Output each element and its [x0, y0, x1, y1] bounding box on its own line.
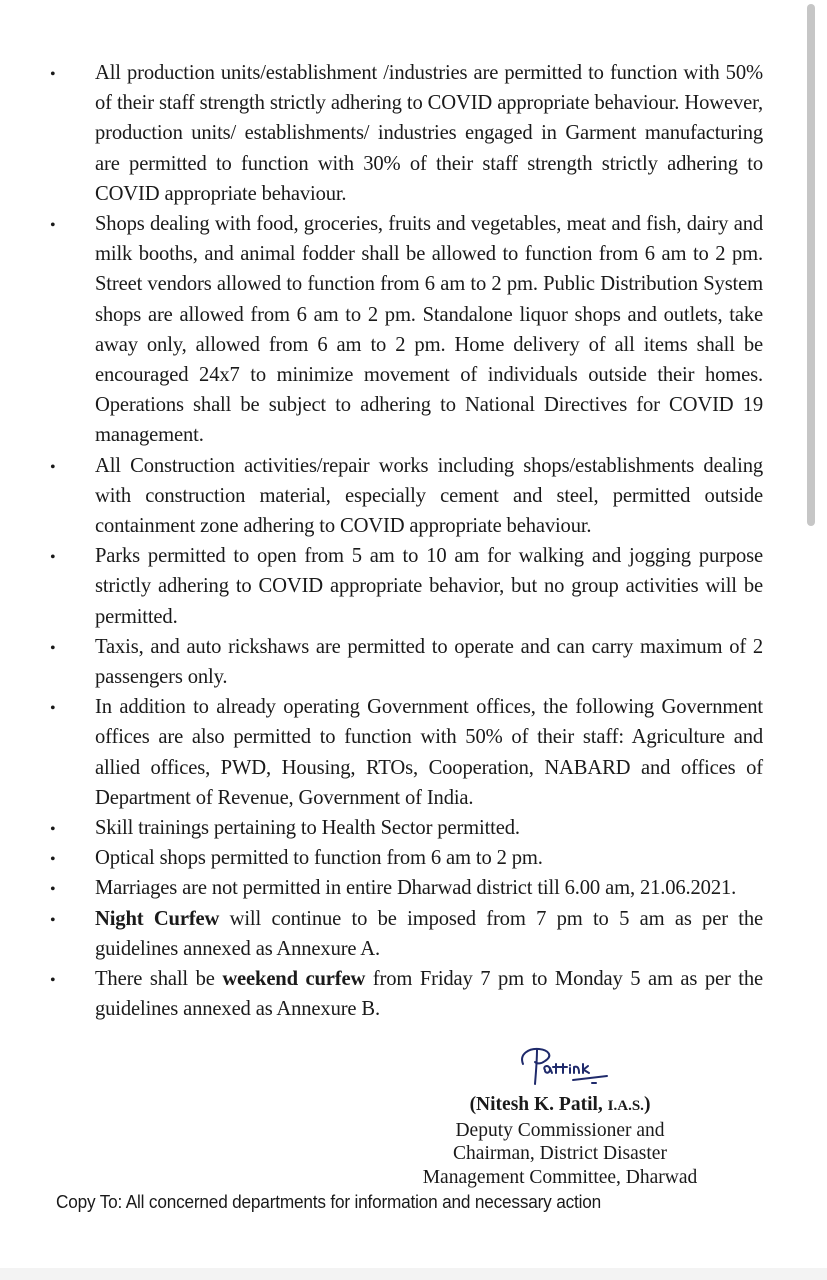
list-item-text: Shops dealing with food, groceries, fruits and vegetables, meat and fish, dairy and milk booths, and animal fodder shall be allowed to function from 6 am to 2 pm. Street vendors allowed to function from 6 am to 2 pm. Public Distribution System shops are allowed from 6 am to 2 pm. Standalone liquor shops and outlets, take away only, allowed from 6 am to 2 pm. Home delivery of all items shall be encouraged 24x7 to minimize movement of individuals outside their homes. Operations shall be subject to adhering to National Directives for COVID 19 management. [95, 213, 763, 447]
signatory-name: (Nitesh K. Patil, I.A.S.) [469, 1094, 651, 1115]
signatory-details [370, 1093, 750, 1189]
signatory-title-line-3: Management Committee, Dharwad [422, 1166, 698, 1188]
bullet-icon: • [50, 639, 56, 657]
list-item-text: All Construction activities/repair works including shops/establishments dealing with construction material, especially cement and steel, permitted outside containment zone adhering to COVID appropriate behaviour. [95, 454, 763, 538]
weekend-curfew-emphasis: weekend curfew [222, 968, 366, 991]
bullet-icon: • [50, 881, 56, 899]
list-item-text: In addition to already operating Government offices, the following Government offices are also permitted to function with 50% of their staff: Agriculture and allied offices, PWD, Housing, RTOs, Cooperation, NABARD and offices of Department of Revenue, Government of India. [95, 696, 763, 809]
weekend-curfew-text-after: from Friday 7 pm to Monday 5 am as per the guidelines annexed as Annexure B. [95, 968, 763, 1021]
list-item-production-units [0, 58, 800, 209]
list-item-weekend-curfew [0, 964, 800, 1024]
bullet-icon: • [50, 217, 56, 235]
night-curfew-text: will continue to be imposed from 7 pm to 5 am as per the guidelines annexed as Annexure A. [95, 907, 763, 960]
signatory-title-line-1: Deputy Commissioner and [455, 1119, 665, 1141]
bullet-icon: • [50, 972, 56, 990]
list-item-skill-trainings [0, 813, 800, 843]
list-item-text: Skill trainings pertaining to Health Sector permitted. [95, 817, 520, 840]
bullet-icon: • [50, 821, 56, 839]
list-item-parks [0, 541, 800, 632]
list-item-text: Marriages are not permitted in entire Dharwad district till 6.00 am, 21.06.2021. [95, 877, 737, 900]
bullet-icon: • [50, 911, 56, 929]
list-item-text: All production units/establishment /industries are permitted to function with 50% of their staff strength strictly adhering to COVID appropriate behaviour. However, production units/ establishments/ industries engaged in Garment manufacturing are permitted to function with 30% of their staff strength strictly adhering to COVID appropriate behaviour. [95, 62, 763, 205]
list-item-optical-shops [0, 843, 800, 873]
vertical-scrollbar[interactable] [807, 4, 815, 526]
guidelines-list [0, 58, 800, 1025]
list-item-night-curfew [0, 904, 800, 964]
list-item-text: Optical shops permitted to function from 6 am to 2 pm. [95, 847, 543, 870]
copy-to-line: Copy To: All concerned departments for information and necessary action [56, 1191, 601, 1212]
bullet-icon: • [50, 458, 56, 476]
list-item-text [95, 904, 763, 964]
list-item-text: Taxis, and auto rickshaws are permitted to operate and can carry maximum of 2 passengers only. [95, 635, 763, 689]
bullet-icon: • [50, 549, 56, 567]
signatory-title-line-2: Chairman, District Disaster [453, 1143, 667, 1164]
signatory-credential: I.A.S. [607, 1098, 644, 1114]
list-item-government-offices [0, 692, 800, 813]
night-curfew-emphasis: Night Curfew [95, 907, 220, 930]
list-item-construction [0, 451, 800, 542]
bullet-icon: • [50, 700, 56, 718]
bullet-icon: • [50, 851, 56, 869]
weekend-curfew-text-before: There shall be [95, 968, 223, 991]
list-item-text: Parks permitted to open from 5 am to 10 am for walking and jogging purpose strictly adhering to COVID appropriate behavior, but no group activities will be permitted. [95, 545, 763, 628]
handwritten-signature-icon [515, 1040, 635, 1090]
viewer-bottom-edge [0, 1268, 827, 1280]
bullet-icon: • [50, 66, 56, 83]
list-item-marriages [0, 873, 800, 903]
list-item-shops [0, 209, 800, 451]
list-item-text [95, 964, 763, 1024]
list-item-taxis [0, 632, 800, 692]
